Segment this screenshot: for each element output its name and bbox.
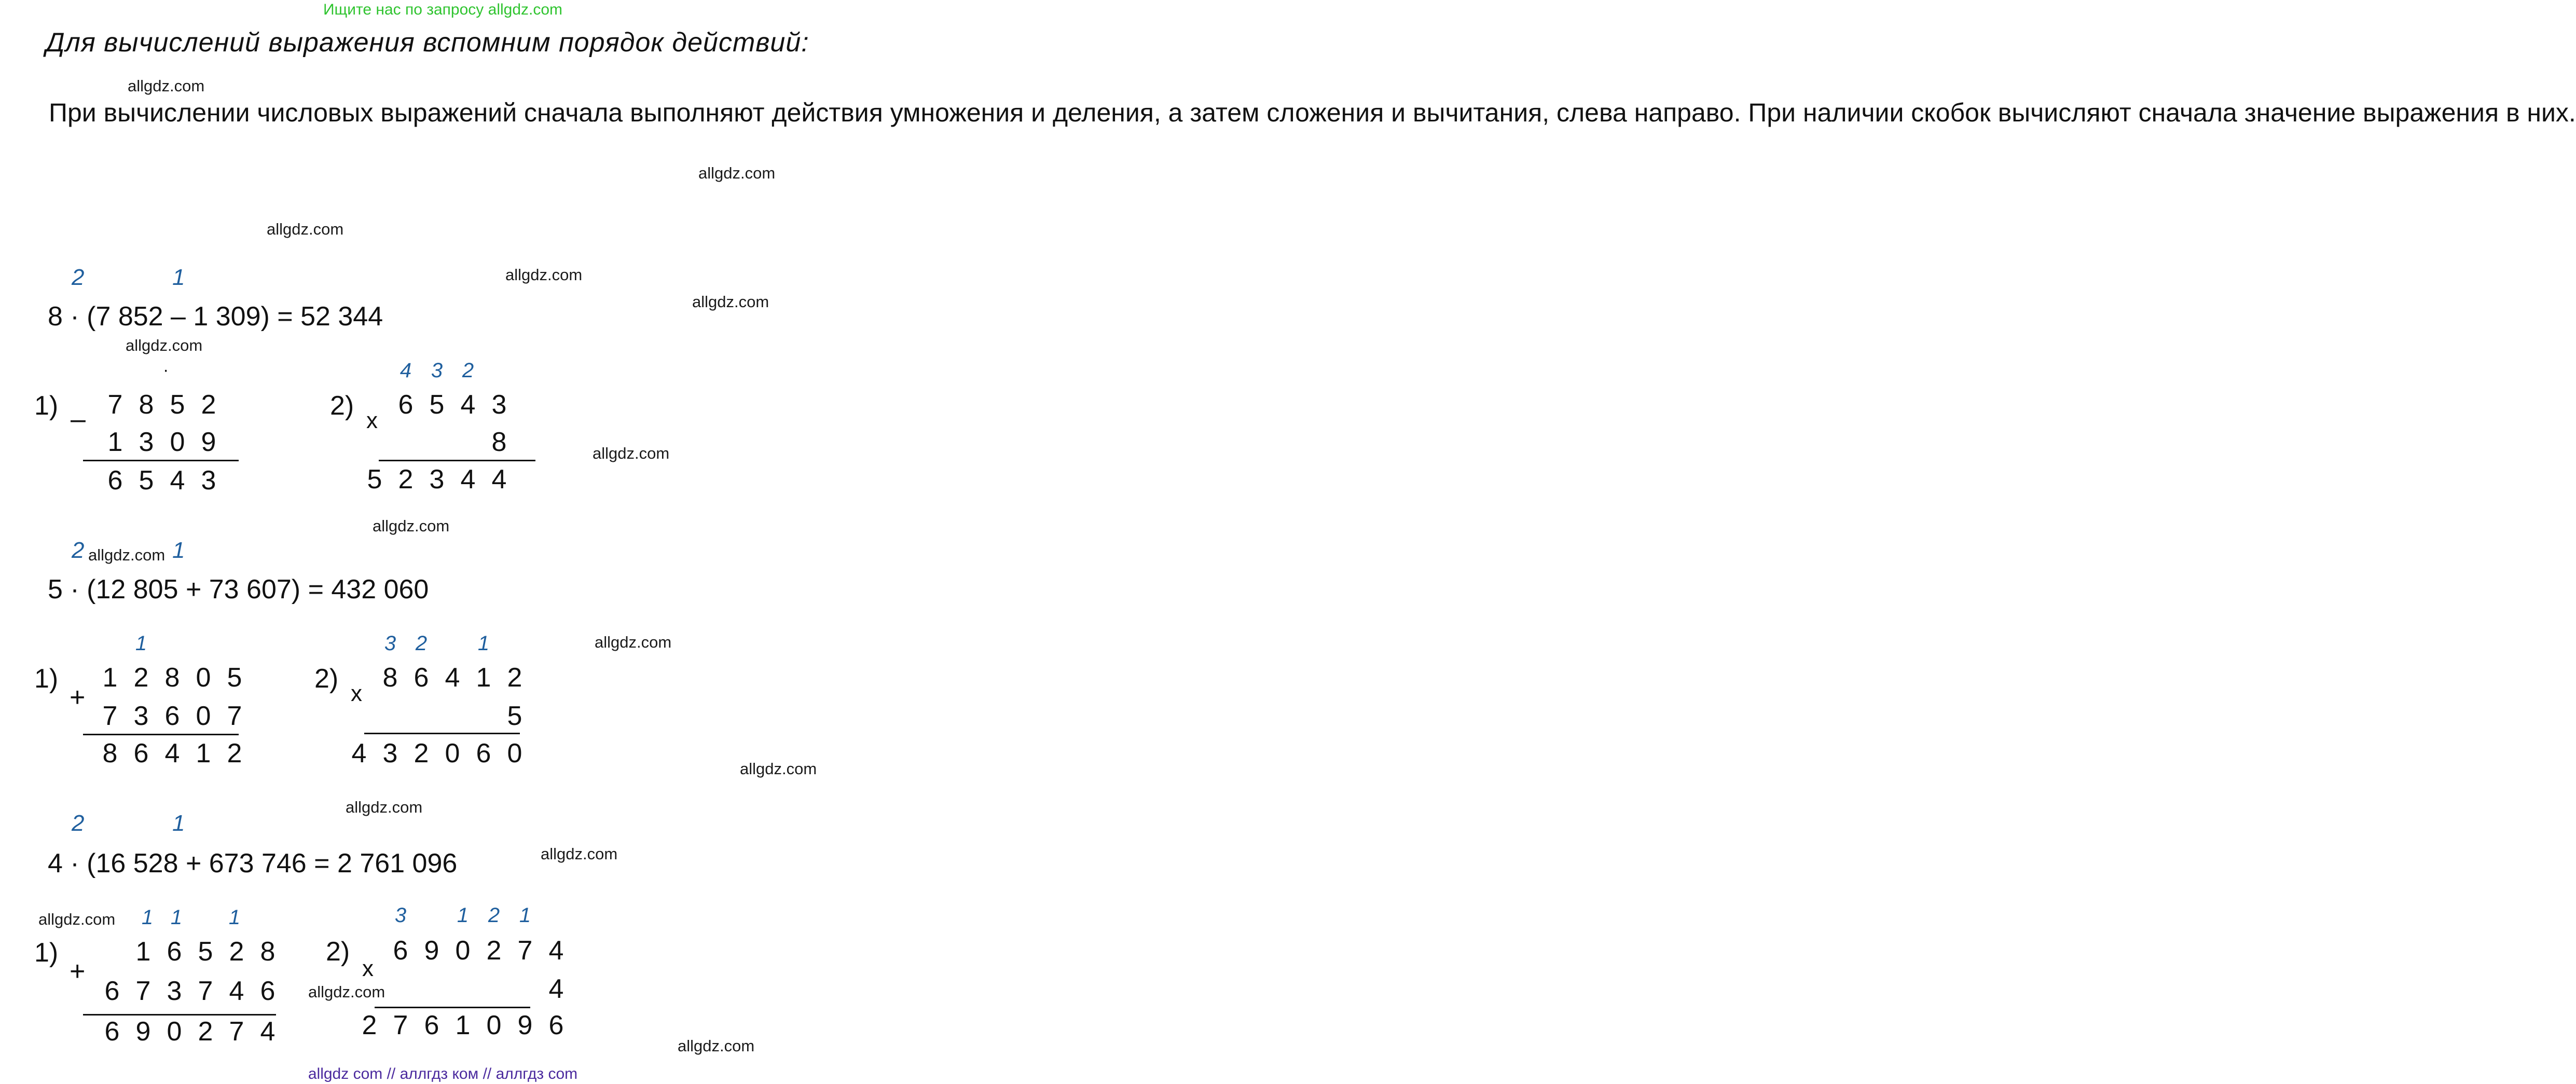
- order-mark: 1: [172, 265, 185, 290]
- digit: 9: [135, 1017, 151, 1047]
- digit: 7: [229, 1017, 244, 1047]
- watermark: allgdz.com: [126, 336, 203, 354]
- sum: [97, 1016, 283, 1047]
- multiply-sign: x: [366, 408, 378, 433]
- digit: 8: [139, 390, 154, 420]
- digit: 2: [362, 1010, 377, 1040]
- plus-sign: +: [70, 682, 86, 712]
- multiply-sign: x: [362, 956, 374, 981]
- carries: [131, 632, 151, 655]
- digit: 1: [102, 663, 118, 693]
- footer-links[interactable]: allgdz com // аллгдз ком // аллгдз com: [308, 1065, 578, 1082]
- digit: 6: [424, 1010, 439, 1040]
- digit: 6: [167, 937, 182, 967]
- multiply-sign: x: [351, 681, 362, 706]
- digit: 3: [429, 464, 445, 495]
- product: [354, 1010, 572, 1041]
- digit: 4: [460, 390, 476, 420]
- digit: 4: [170, 465, 185, 496]
- addend-2: [94, 701, 250, 732]
- digit: 4: [491, 464, 507, 495]
- carry-digit: [191, 906, 220, 929]
- digit: 0: [170, 427, 185, 457]
- digit: 7: [135, 976, 151, 1006]
- carry-digit: 1: [135, 632, 147, 655]
- watermark: allgdz.com: [595, 633, 672, 651]
- step-label: 2): [330, 391, 354, 421]
- page-heading: Для вычислений выражения вспомним порядок действий:: [46, 28, 809, 58]
- digit: 0: [445, 738, 460, 769]
- watermark: allgdz.com: [373, 517, 450, 535]
- minuend: [100, 389, 224, 420]
- order-mark: 2: [72, 265, 85, 290]
- digit: 0: [196, 701, 211, 731]
- digit: 5: [227, 663, 242, 693]
- digit: 6: [398, 390, 414, 420]
- digit: 7: [198, 976, 213, 1006]
- watermark: allgdz.com: [692, 293, 769, 311]
- result-line: [379, 460, 535, 461]
- carries: [385, 904, 541, 927]
- plus-sign: +: [70, 956, 86, 986]
- addend-1: [94, 662, 250, 693]
- carry-digit: 2: [488, 904, 500, 927]
- carries: [390, 359, 484, 382]
- carry-digit: 1: [170, 906, 183, 929]
- digit: 2: [227, 738, 242, 769]
- rule-text: При вычислении числовых выражений сначала выполняют действия умножения и деления, а затем сложения и вычитания, слева направо. При наличии скобок вычисляют сначала значение выражения в них.: [49, 98, 2576, 127]
- multiplicand: [390, 389, 515, 420]
- carry-digit: [416, 904, 447, 927]
- digit: 5: [507, 701, 522, 731]
- digit: 0: [486, 1010, 502, 1040]
- digit: 5: [429, 390, 445, 420]
- step-label: 1): [34, 391, 59, 421]
- multiplier: [484, 427, 515, 458]
- watermark: allgdz.com: [505, 266, 583, 284]
- digit: 8: [102, 738, 118, 769]
- digit: 9: [517, 1010, 533, 1040]
- digit: 2: [398, 464, 414, 495]
- carry-digit: 1: [519, 904, 531, 927]
- digit: 2: [133, 663, 149, 693]
- digit: 3: [167, 976, 182, 1006]
- result-line: [83, 460, 239, 461]
- digit: 0: [167, 1017, 182, 1047]
- digit: 3: [133, 701, 149, 731]
- digit: 6: [414, 663, 429, 693]
- result-line: [364, 733, 520, 734]
- step-label: 2): [314, 664, 339, 694]
- digit: 3: [139, 427, 154, 457]
- digit: 7: [107, 390, 123, 420]
- digit: 0: [196, 663, 211, 693]
- watermark: allgdz.com: [346, 798, 423, 816]
- digit: 7: [393, 1010, 408, 1040]
- digit: 6: [260, 976, 275, 1006]
- watermark: allgdz.com: [308, 983, 385, 1001]
- digit: 8: [260, 937, 275, 967]
- digit: 4: [548, 974, 564, 1004]
- digit: 4: [445, 663, 460, 693]
- watermark: allgdz.com: [678, 1037, 755, 1055]
- watermark: allgdz.com: [88, 546, 166, 564]
- digit: 1: [107, 427, 123, 457]
- digit: 3: [382, 738, 398, 769]
- watermark: allgdz.com: [593, 444, 670, 462]
- digit: 4: [260, 1017, 275, 1047]
- order-mark: 1: [172, 811, 185, 836]
- digit: 6: [393, 936, 408, 966]
- carry-digit: 3: [384, 632, 396, 655]
- digit: 7: [517, 936, 533, 966]
- order-mark: 2: [72, 538, 85, 563]
- expression: 5 · (12 805 + 73 607) = 432 060: [48, 574, 429, 605]
- subtrahend: [100, 427, 224, 458]
- digit: 2: [198, 1017, 213, 1047]
- digit: 5: [367, 464, 382, 495]
- sum: [94, 738, 250, 769]
- order-mark: 2: [72, 811, 85, 836]
- digit: 2: [229, 937, 244, 967]
- watermark: allgdz.com: [541, 845, 618, 863]
- digit: 5: [198, 937, 213, 967]
- digit: 3: [491, 390, 507, 420]
- watermark: allgdz.com: [128, 77, 205, 95]
- digit: 6: [164, 701, 180, 731]
- digit: 3: [201, 465, 216, 496]
- result-line: [83, 734, 239, 735]
- watermark: allgdz.com: [38, 910, 116, 928]
- addend-1: [97, 936, 283, 967]
- digit: 6: [104, 1017, 120, 1047]
- digit: 4: [351, 738, 367, 769]
- digit: 9: [424, 936, 439, 966]
- multiplicand: [375, 662, 530, 693]
- minus-sign: –: [71, 404, 86, 434]
- digit: 6: [107, 465, 123, 496]
- step-label: 2): [326, 937, 350, 967]
- carries: [375, 632, 499, 655]
- carry-digit: 1: [457, 904, 469, 927]
- multiplier: [499, 701, 530, 732]
- digit: 8: [164, 663, 180, 693]
- difference: [100, 465, 224, 496]
- addend-2: [97, 976, 283, 1007]
- order-mark: 1: [172, 538, 185, 563]
- multiplier: [541, 973, 572, 1005]
- digit: 1: [196, 738, 211, 769]
- carry-digit: 1: [141, 906, 154, 929]
- carry-digit: 2: [415, 632, 428, 655]
- digit: 8: [382, 663, 398, 693]
- digit: 4: [229, 976, 244, 1006]
- digit: 0: [455, 936, 471, 966]
- digit: 5: [139, 465, 154, 496]
- borrow-dot: ·: [163, 360, 169, 380]
- digit: 1: [455, 1010, 471, 1040]
- digit: 4: [460, 464, 476, 495]
- digit: 2: [507, 663, 522, 693]
- digit: 5: [170, 390, 185, 420]
- result-line: [375, 1007, 530, 1008]
- digit: 9: [201, 427, 216, 457]
- carry-digit: 2: [462, 359, 474, 382]
- digit: 4: [548, 936, 564, 966]
- carry-digit: 4: [400, 359, 412, 382]
- step-label: 1): [34, 664, 59, 694]
- expression: 8 · (7 852 – 1 309) = 52 344: [48, 301, 383, 332]
- top-banner-link[interactable]: Ищите нас по запросу allgdz.com: [323, 1, 563, 18]
- digit: 1: [476, 663, 491, 693]
- digit: 6: [104, 976, 120, 1006]
- multiplicand: [385, 935, 572, 966]
- watermark: allgdz.com: [740, 760, 817, 778]
- carries: [133, 906, 249, 929]
- result-line: [83, 1014, 276, 1016]
- carry-digit: [437, 632, 468, 655]
- product: [359, 464, 515, 495]
- watermark: allgdz.com: [267, 220, 344, 238]
- digit: [97, 936, 128, 967]
- digit: 2: [486, 936, 502, 966]
- digit: 2: [414, 738, 429, 769]
- digit: 1: [135, 937, 151, 967]
- digit: 6: [133, 738, 149, 769]
- watermark: allgdz.com: [698, 164, 776, 182]
- digit: 6: [548, 1010, 564, 1040]
- digit: 8: [491, 427, 507, 457]
- carry-digit: 3: [431, 359, 443, 382]
- digit: 4: [164, 738, 180, 769]
- digit: 7: [227, 701, 242, 731]
- expression: 4 · (16 528 + 673 746 = 2 761 096: [48, 848, 458, 879]
- rule-paragraph: [17, 91, 2576, 134]
- carry-digit: 3: [394, 904, 407, 927]
- carry-digit: 1: [477, 632, 490, 655]
- digit: 2: [201, 390, 216, 420]
- digit: 0: [507, 738, 522, 769]
- carry-digit: 1: [228, 906, 241, 929]
- product: [343, 738, 530, 769]
- step-label: 1): [34, 938, 59, 968]
- digit: 7: [102, 701, 118, 731]
- digit: 6: [476, 738, 491, 769]
